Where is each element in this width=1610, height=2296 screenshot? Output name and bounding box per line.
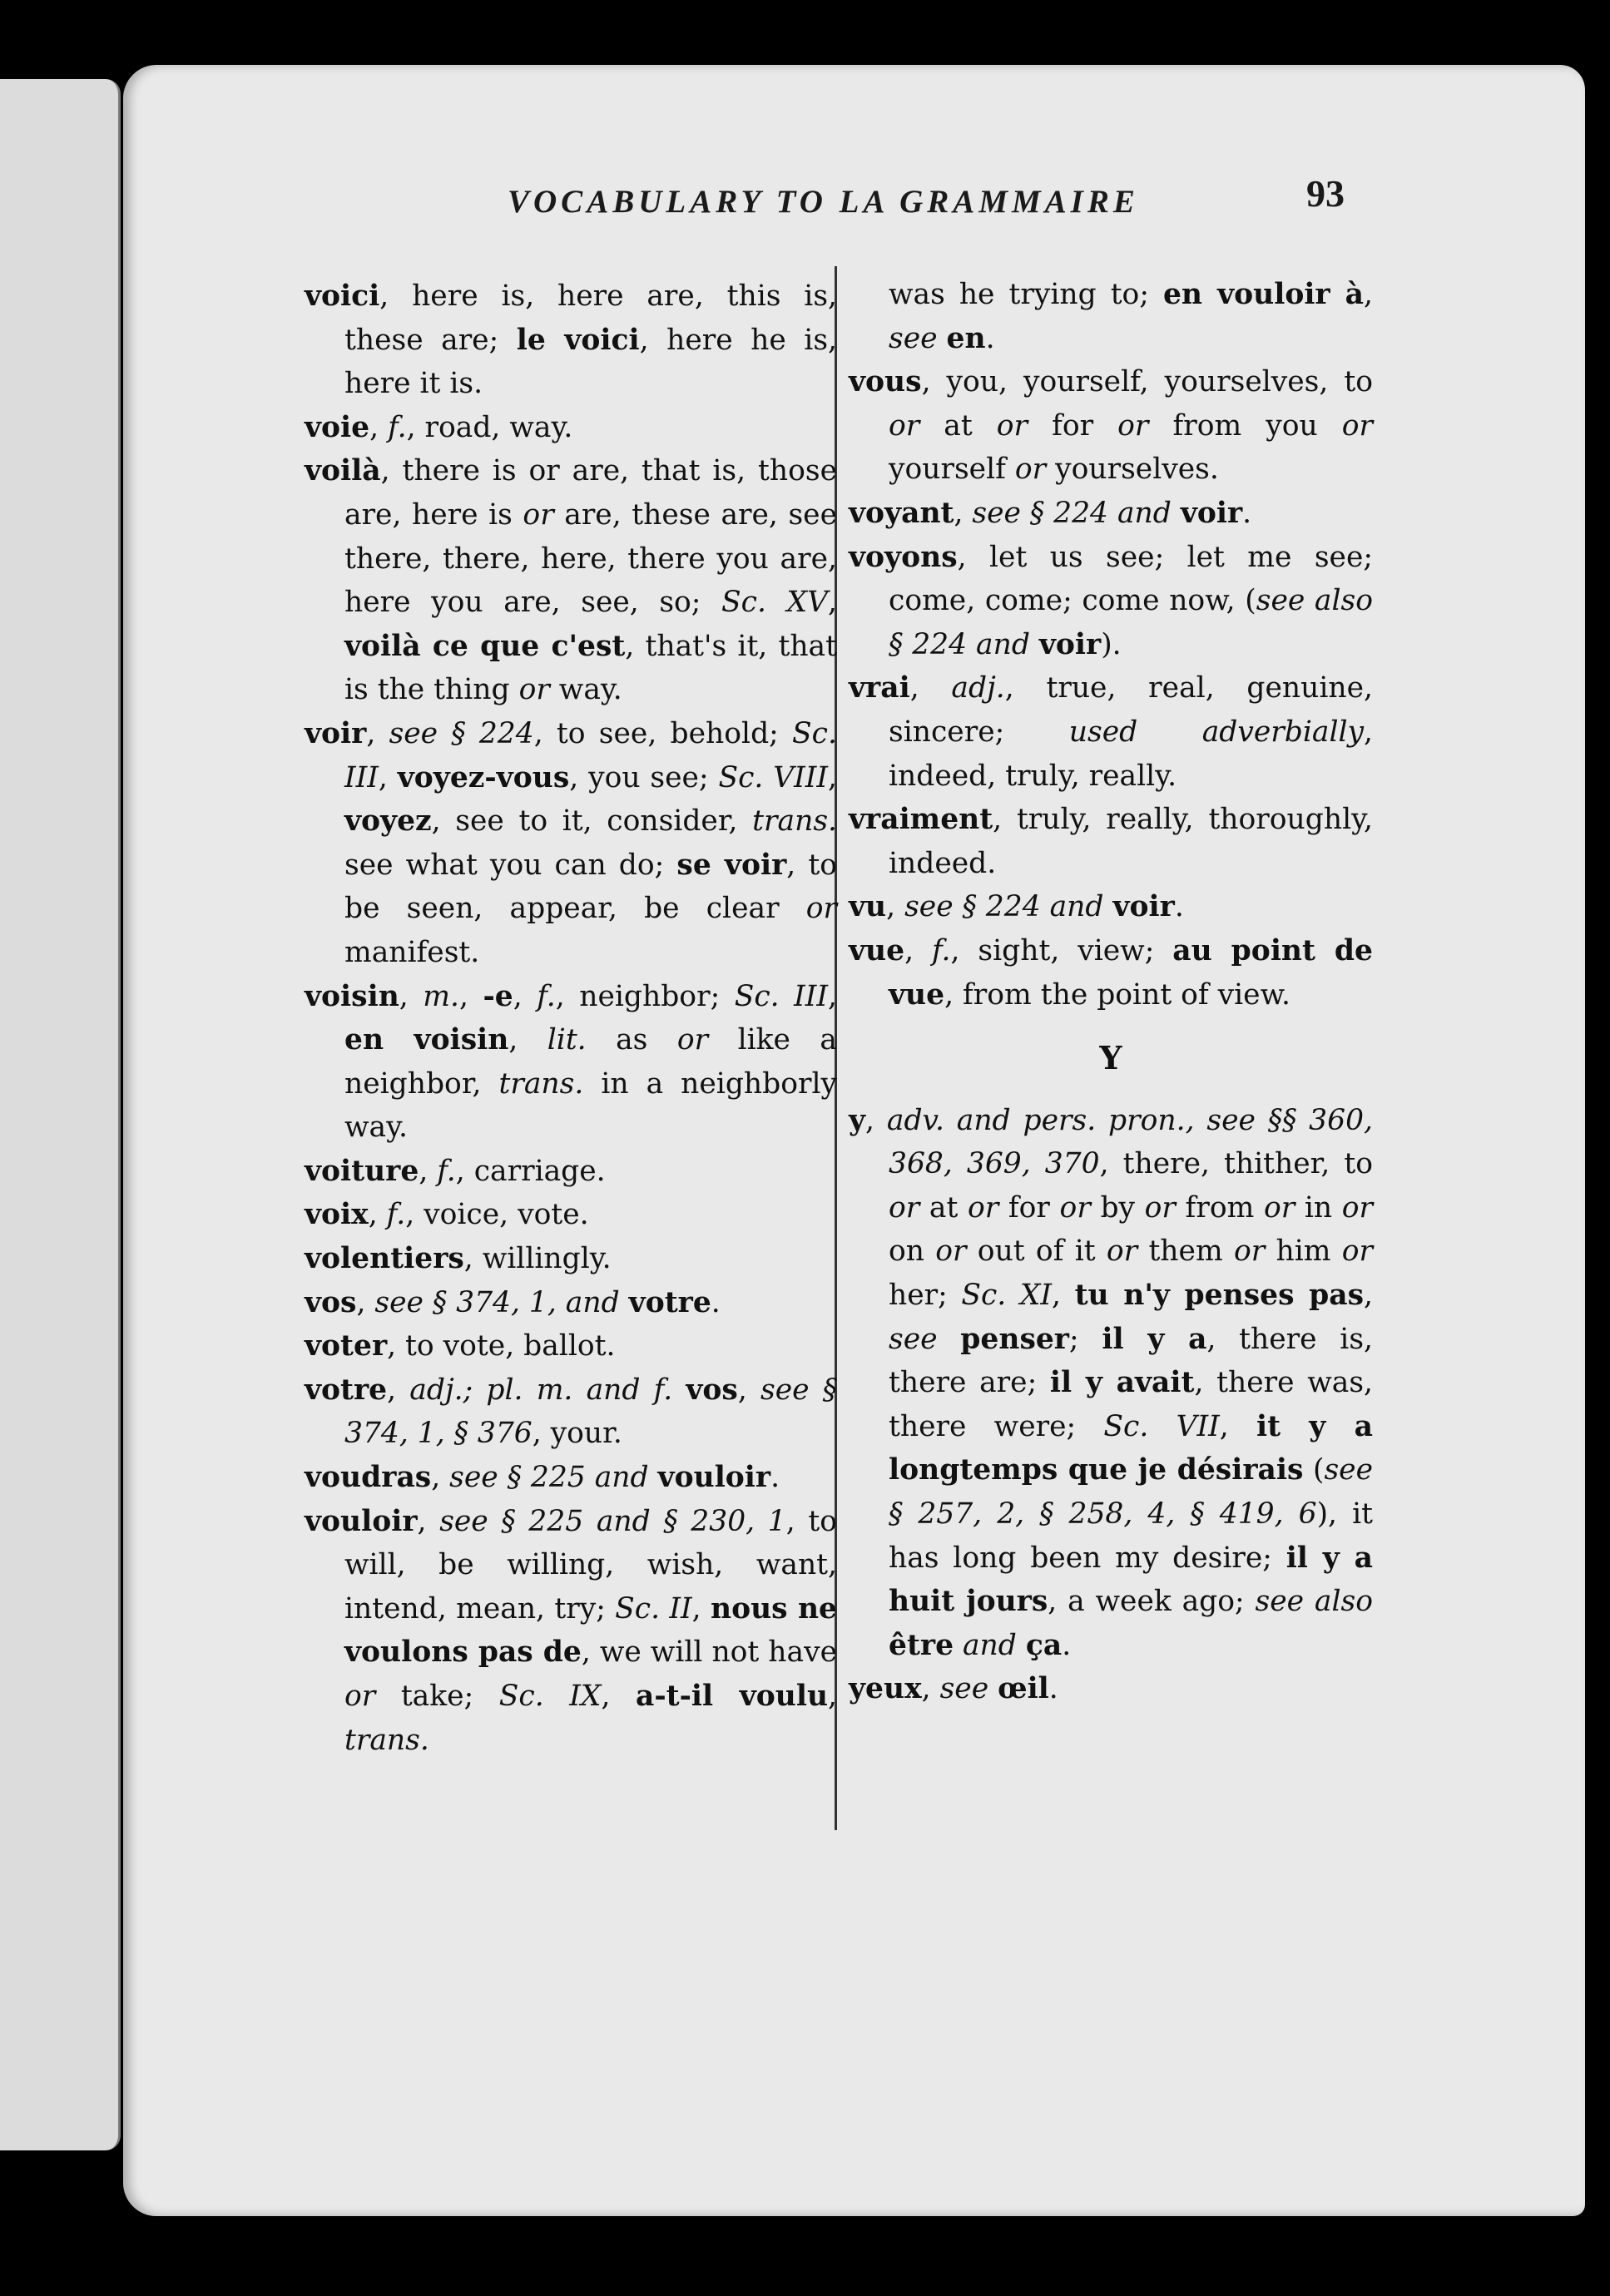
definition-text: her; (889, 1279, 962, 1313)
grammar-note: or (1263, 1190, 1295, 1225)
definition-text (1172, 497, 1181, 530)
french-phrase: penser (960, 1322, 1069, 1356)
french-phrase: en voisin (344, 1023, 509, 1057)
french-phrase: voir (1038, 627, 1102, 661)
definition-text: him (1265, 1235, 1342, 1269)
definition-text: ; (1069, 1322, 1102, 1356)
grammar-note: trans. (752, 804, 837, 839)
definition-text: , (378, 760, 398, 794)
definition-text: yourself (889, 453, 1015, 487)
definition-text: out of it (966, 1235, 1107, 1269)
headword: voix (305, 1198, 369, 1232)
grammar-note: or (1341, 1190, 1373, 1225)
headword: voilà (305, 454, 381, 488)
headword: vous (849, 365, 922, 399)
headword: vu (849, 890, 887, 924)
french-phrase: voir (1112, 890, 1175, 924)
definition-text: , voice, vote. (405, 1198, 589, 1232)
entry-continuation (849, 273, 1373, 360)
definition-text: , to be seen, appear, be clear (344, 848, 838, 926)
definition-text: , (399, 979, 424, 1013)
grammar-note: see (939, 1672, 989, 1706)
right-entries (849, 360, 1373, 1017)
headword: vue (849, 933, 905, 967)
definition-text: , (431, 1461, 450, 1495)
definition-text: , (356, 1285, 375, 1319)
definition-text: , here he is, here it is. (344, 323, 837, 401)
grammar-note: used adverbially (1068, 715, 1365, 749)
definition-text: ), it has long been my desire; (889, 1497, 1373, 1575)
dictionary-entry (305, 1237, 837, 1281)
definition-text: , (886, 890, 905, 924)
definition-text: on (889, 1235, 936, 1269)
definition-text: , we will not have (581, 1635, 837, 1670)
dictionary-entry (305, 1150, 837, 1194)
grammar-note: see (889, 321, 938, 355)
grammar-note: or (1059, 1190, 1091, 1225)
french-phrase: être (889, 1628, 954, 1662)
definition-text: . (1242, 496, 1252, 530)
grammar-note: Sc. III (344, 716, 837, 794)
french-phrase: -e (483, 979, 513, 1013)
left-column (305, 275, 837, 1762)
french-phrase: en (946, 321, 986, 355)
section-letter: Y (1099, 1039, 1122, 1077)
french-phrase: voir (1180, 496, 1243, 530)
headword: vouloir (305, 1504, 418, 1538)
french-phrase: le voici (516, 323, 640, 357)
definition-text: . (1048, 1672, 1058, 1706)
grammar-note: see § 224 and (972, 496, 1172, 530)
definition-text: , (954, 496, 973, 530)
definition-text: , (366, 716, 389, 750)
headword: voisin (305, 979, 399, 1013)
definition-text: , to will, be willing, wish, want, intend, mean, try; (344, 1504, 838, 1626)
definition-text: , (691, 1591, 711, 1626)
definition-text: them (1137, 1235, 1234, 1269)
headword: vrai (849, 671, 910, 705)
definition-text: by (1090, 1190, 1145, 1225)
definition-text: , (508, 1023, 547, 1057)
definition-text: , that's it, that is the thing (344, 629, 837, 707)
definition-text: , (828, 760, 837, 794)
grammar-note: Sc. II (615, 1591, 692, 1626)
definition-text: , to vote, ballot. (387, 1329, 616, 1363)
definition-text (672, 1373, 686, 1407)
headword: vraiment (849, 803, 993, 837)
french-phrase: tu n'y penses pas (1074, 1279, 1365, 1313)
definition-text: , carriage. (455, 1154, 606, 1188)
grammar-note: see (889, 1322, 938, 1356)
dictionary-entry (849, 885, 1373, 929)
grammar-note: see § 225 and (449, 1461, 649, 1495)
definition-text: , a week ago; (1048, 1585, 1256, 1619)
definition-text: , neighbor; (555, 979, 735, 1013)
dictionary-entry (305, 275, 837, 406)
grammar-note: or (518, 673, 550, 707)
definition-text: , true, real, genuine, sincere; (889, 671, 1373, 749)
dictionary-entry (849, 360, 1373, 492)
french-phrase: vouloir (657, 1461, 771, 1495)
definition-text: , road, way. (406, 410, 573, 444)
french-phrase: se voir (676, 848, 787, 882)
definition-text: ). (1101, 627, 1122, 661)
definition-text: , (513, 979, 537, 1013)
french-phrase: œil (998, 1672, 1049, 1706)
definition-text: at (919, 1190, 968, 1225)
grammar-note: or (523, 497, 554, 532)
definition-text: , here is, here are, this is, these are; (344, 280, 837, 357)
running-title: VOCABULARY TO LA GRAMMAIRE (508, 184, 1139, 220)
dictionary-entry (849, 492, 1373, 536)
definition-text: , you see; (569, 760, 719, 794)
grammar-note: or (1014, 453, 1047, 487)
definition-text: from (1175, 1190, 1264, 1225)
definition-text: , (737, 1373, 761, 1407)
headword: voudras (305, 1461, 432, 1495)
definition-text: yourselves. (1046, 453, 1219, 487)
definition-text: in (1295, 1190, 1342, 1225)
definition-text: manifest. (344, 935, 480, 969)
french-phrase: voyez-vous (397, 760, 570, 794)
definition-text: , from the point of view. (944, 977, 1290, 1012)
definition-text: . (985, 321, 995, 355)
definition-text: at (919, 408, 997, 443)
grammar-note: adv. and pers. pron., see §§ 360, 368, 369, 370 (886, 1103, 1373, 1181)
headword: voter (305, 1329, 388, 1363)
headword: voir (305, 716, 367, 750)
definition-text (938, 1323, 961, 1356)
dictionary-entry (849, 1667, 1373, 1711)
right-column (849, 273, 1373, 1711)
dictionary-entry (305, 1456, 837, 1500)
definition-text (988, 1672, 998, 1705)
definition-text: for (998, 1190, 1060, 1225)
grammar-note: f. (388, 410, 407, 444)
definition-text: , (417, 1504, 440, 1538)
french-phrase: en vouloir à (1162, 278, 1365, 311)
definition-text: , (1364, 1279, 1373, 1313)
definition-text: . (711, 1285, 721, 1319)
definition-text: . (770, 1461, 780, 1495)
definition-text: , there was, there were; (889, 1366, 1373, 1443)
definition-text: in a neighborly way. (344, 1066, 837, 1145)
definition-text: from you (1148, 408, 1342, 443)
grammar-note: or (1233, 1235, 1266, 1269)
definition-text (1104, 890, 1113, 923)
definition-text: as (586, 1023, 677, 1057)
dictionary-entry (305, 1281, 837, 1325)
definition-text: . (1062, 1628, 1072, 1662)
french-phrase: nous ne voulons pas de (344, 1591, 837, 1670)
definition-text: was he trying to; (889, 278, 1163, 311)
dictionary-entry (305, 975, 837, 1150)
grammar-note: or (1341, 408, 1373, 443)
french-phrase: il y a (1102, 1322, 1207, 1356)
grammar-note: or (805, 892, 837, 926)
dictionary-entry (305, 1500, 837, 1763)
definition-text: , (828, 586, 837, 620)
dictionary-entry (849, 1099, 1373, 1668)
grammar-note: or (1117, 408, 1149, 443)
definition-text: , (904, 933, 932, 967)
definition-text: , (369, 410, 389, 444)
definition-text: , (909, 671, 952, 705)
grammar-note: or (967, 1190, 999, 1225)
headword: volentiers (305, 1242, 464, 1276)
definition-text: , let us see; let me see; come, come; come now, ( (889, 540, 1373, 618)
definition-text: , (601, 1680, 636, 1713)
grammar-note: f. (437, 1154, 456, 1188)
grammar-note: or (889, 408, 920, 443)
definition-text (620, 1286, 629, 1319)
definition-text: , there is or are, that is, those are, here is (344, 454, 837, 532)
french-phrase: il y a huit jours (889, 1541, 1373, 1619)
grammar-note: adj. (951, 671, 1005, 705)
grammar-note: or (1106, 1235, 1138, 1269)
definition-text: for (1028, 408, 1118, 443)
headword: voyons (849, 540, 958, 574)
definition-text: , (921, 1672, 940, 1706)
definition-text: take; (375, 1680, 499, 1713)
definition-text: , (387, 1373, 410, 1407)
grammar-note: or (889, 1190, 920, 1225)
grammar-note: see § 257, 2, § 258, 4, § 419, 6 (889, 1453, 1373, 1531)
grammar-note: Sc. VIII (718, 760, 829, 794)
definition-text: way. (549, 673, 622, 707)
definition-text (954, 1629, 963, 1662)
grammar-note: Sc. XI (961, 1279, 1053, 1313)
grammar-note: Sc. III (734, 979, 829, 1013)
grammar-note: lit. (547, 1023, 587, 1057)
dictionary-entry (305, 1368, 837, 1456)
dictionary-entry (305, 406, 837, 450)
dictionary-entry (849, 536, 1373, 667)
grammar-note: or (1341, 1235, 1373, 1269)
french-phrase: voyez (344, 804, 432, 839)
definition-text: , indeed, truly, really. (889, 715, 1373, 793)
definition-text: , willingly. (463, 1242, 612, 1276)
grammar-note: trans. (498, 1066, 584, 1101)
french-phrase: it y a longtemps que je désirais (889, 1409, 1374, 1487)
page-number: 93 (1306, 172, 1345, 215)
definition-text: , (368, 1198, 387, 1232)
grammar-note: f. (386, 1198, 406, 1232)
definition-text (649, 1461, 658, 1494)
headword: voiture (305, 1154, 419, 1188)
y-entries (849, 1099, 1373, 1711)
grammar-note: f. (932, 933, 951, 967)
definition-text: are, these are, see there, there, here, there you are, here you are, see, so; (344, 497, 837, 620)
grammar-note: see § 224 (389, 716, 534, 750)
grammar-note: f. (537, 979, 556, 1013)
definition-text: , you, yourself, yourselves, to (921, 365, 1373, 399)
grammar-note: or (676, 1023, 709, 1057)
definition-text: , truly, really, thoroughly, indeed. (889, 803, 1373, 880)
grammar-note: m. (423, 979, 459, 1013)
grammar-note: adj.; pl. m. and f. (409, 1373, 673, 1407)
grammar-note: or (1144, 1190, 1176, 1225)
definition-text (1030, 628, 1039, 661)
dictionary-entry (849, 666, 1373, 798)
definition-text: , to see, behold; (533, 716, 793, 750)
dictionary-entry (305, 449, 837, 712)
headword: votre (305, 1373, 388, 1407)
definition-text: like a neighbor, (344, 1023, 837, 1101)
french-phrase: votre (628, 1285, 711, 1319)
dictionary-entry (305, 712, 837, 975)
dictionary-entry (849, 798, 1373, 885)
headword: vos (305, 1285, 357, 1319)
definition-text: , sight, view; (950, 933, 1173, 967)
grammar-note: or (344, 1680, 376, 1713)
headword: y (849, 1103, 866, 1137)
definition-text: , (1052, 1279, 1075, 1313)
french-phrase: voilà ce que c'est (344, 629, 626, 663)
definition-text: , (419, 1154, 438, 1188)
definition-text: , (1364, 278, 1373, 311)
grammar-note: trans. (344, 1723, 429, 1757)
grammar-note: see § 374, 1, and (374, 1285, 620, 1319)
grammar-note: Sc. IX (498, 1680, 602, 1713)
definition-text: , (865, 1103, 887, 1137)
definition-text (938, 322, 947, 355)
definition-text: , (828, 1680, 838, 1713)
definition-text: , there, thither, to (1099, 1147, 1374, 1181)
dictionary-entry (305, 1324, 837, 1368)
grammar-note: see also § 224 and (889, 584, 1374, 661)
grammar-note: see § 224 and (904, 890, 1104, 924)
grammar-note: see § 225 and § 230, 1 (439, 1504, 786, 1538)
definition-text: , (1219, 1409, 1256, 1443)
french-phrase: il y avait (1049, 1366, 1195, 1400)
grammar-note: or (996, 408, 1028, 443)
definition-text: , your. (532, 1417, 622, 1451)
french-phrase: ça (1025, 1628, 1063, 1662)
left-page-edge (0, 79, 121, 2150)
definition-text: , see to it, consider, (431, 804, 753, 839)
headword: voyant (849, 496, 954, 530)
definition-text: , there is, there are; (889, 1322, 1374, 1400)
french-phrase: a-t-il voulu (635, 1680, 829, 1713)
definition-text (1017, 1629, 1026, 1662)
headword: voici (305, 280, 380, 313)
french-phrase: au point de vue (889, 933, 1373, 1012)
definition-text: , (828, 979, 838, 1013)
grammar-note: and (962, 1628, 1017, 1662)
grammar-note: see also (1255, 1585, 1373, 1619)
grammar-note: see § 374, 1, § 376 (344, 1373, 838, 1451)
definition-text: ( (1303, 1453, 1325, 1487)
grammar-note: or (935, 1235, 967, 1269)
grammar-note: Sc. XV (721, 586, 829, 620)
definition-text: see what you can do; (344, 848, 677, 882)
dictionary-entry (849, 929, 1373, 1017)
headword: yeux (849, 1672, 922, 1706)
definition-text: . (1174, 890, 1184, 924)
grammar-note: Sc. VII (1103, 1409, 1220, 1443)
dictionary-entry (305, 1193, 837, 1237)
headword: voie (305, 410, 370, 444)
french-phrase: vos (686, 1373, 738, 1407)
definition-text: , (458, 979, 483, 1013)
